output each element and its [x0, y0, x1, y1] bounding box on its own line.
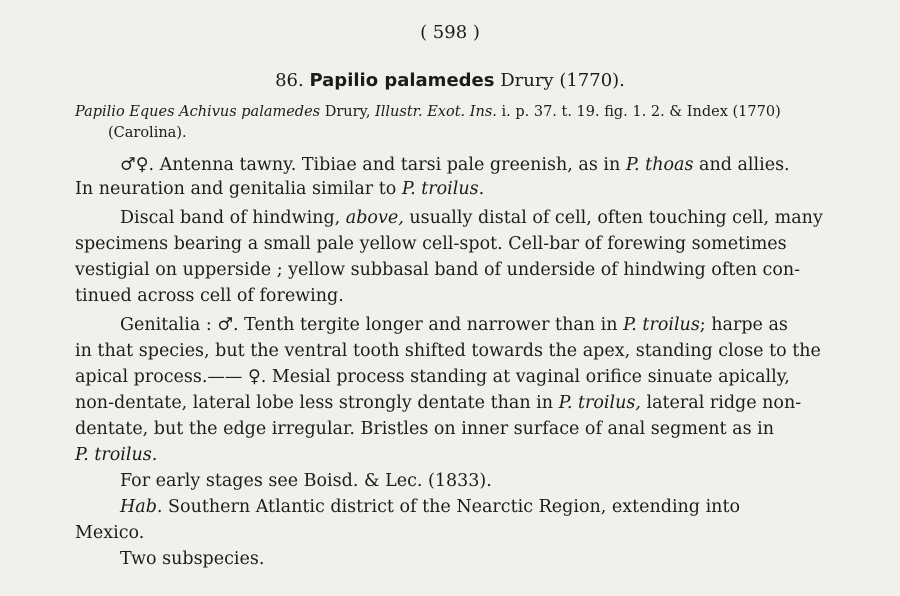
citation-work: Illustr. Exot. Ins.	[375, 104, 497, 120]
sex-symbols: ♂♀.	[120, 155, 155, 175]
para3-line2: in that species, but the ventral tooth shifted towards the apex, standing close to the	[75, 341, 821, 361]
emphasis-above: above,	[345, 208, 404, 228]
species-number: 86.	[275, 70, 304, 91]
para6-line1: Two subspecies.	[120, 549, 265, 569]
citation-locality: (Carolina).	[108, 125, 187, 141]
para2-line4: tinued across cell of forewing.	[75, 286, 344, 306]
species-ref: P. thoas	[625, 155, 694, 175]
para2-line3: vestigial on upperside ; yellow subbasal band of underside of hindwing often con-	[75, 260, 801, 280]
para5-line1: Hab. Southern Atlantic district of the Nearctic Region, extending into	[120, 497, 741, 517]
species-heading	[0, 70, 900, 92]
para3-line4: non-dentate, lateral lobe less strongly dentate than in P. troilus, lateral ridge non-	[75, 393, 802, 413]
para1-line1: ♂♀. Antenna tawny. Tibiae and tarsi pale greenish, as in P. thoas and allies.	[120, 155, 790, 175]
species-name: Papilio palamedes	[309, 70, 495, 91]
para4-line1: For early stages see Boisd. & Lec. (1833).	[120, 471, 492, 491]
citation-ref: i. p. 37. t. 19. fig. 1. 2. & Index (1770)	[501, 104, 781, 120]
species-ref: P. troilus.	[401, 179, 485, 199]
hab-label: Hab.	[120, 497, 163, 517]
para5-line2: Mexico.	[75, 523, 145, 543]
para2-line1: Discal band of hindwing, above, usually distal of cell, often touching cell, many	[120, 208, 823, 228]
para3-line6	[75, 444, 865, 466]
para3-line5: dentate, but the edge irregular. Bristles on inner surface of anal segment as in	[75, 419, 774, 439]
citation-author: Drury,	[324, 104, 371, 120]
para3-line1: Genitalia : ♂. Tenth tergite longer and narrower than in P. troilus; harpe as	[120, 315, 788, 335]
species-ref: P. troilus.	[75, 445, 158, 465]
species-ref: P. troilus	[623, 315, 700, 335]
species-author: Drury (1770).	[500, 70, 625, 91]
citation-taxon: Papilio Eques Achivus palamedes	[75, 104, 321, 120]
species-ref: P. troilus,	[558, 393, 641, 413]
para2-line2: specimens bearing a small pale yellow cell-spot. Cell-bar of forewing sometimes	[75, 234, 787, 254]
para3-line3: apical process.—— ♀. Mesial process standing at vaginal orifice sinuate apically,	[75, 367, 790, 387]
citation-line-1	[75, 101, 865, 123]
page-number: ( 598 )	[420, 22, 480, 43]
para1-line2: In neuration and genitalia similar to P. troilus.	[75, 179, 485, 199]
